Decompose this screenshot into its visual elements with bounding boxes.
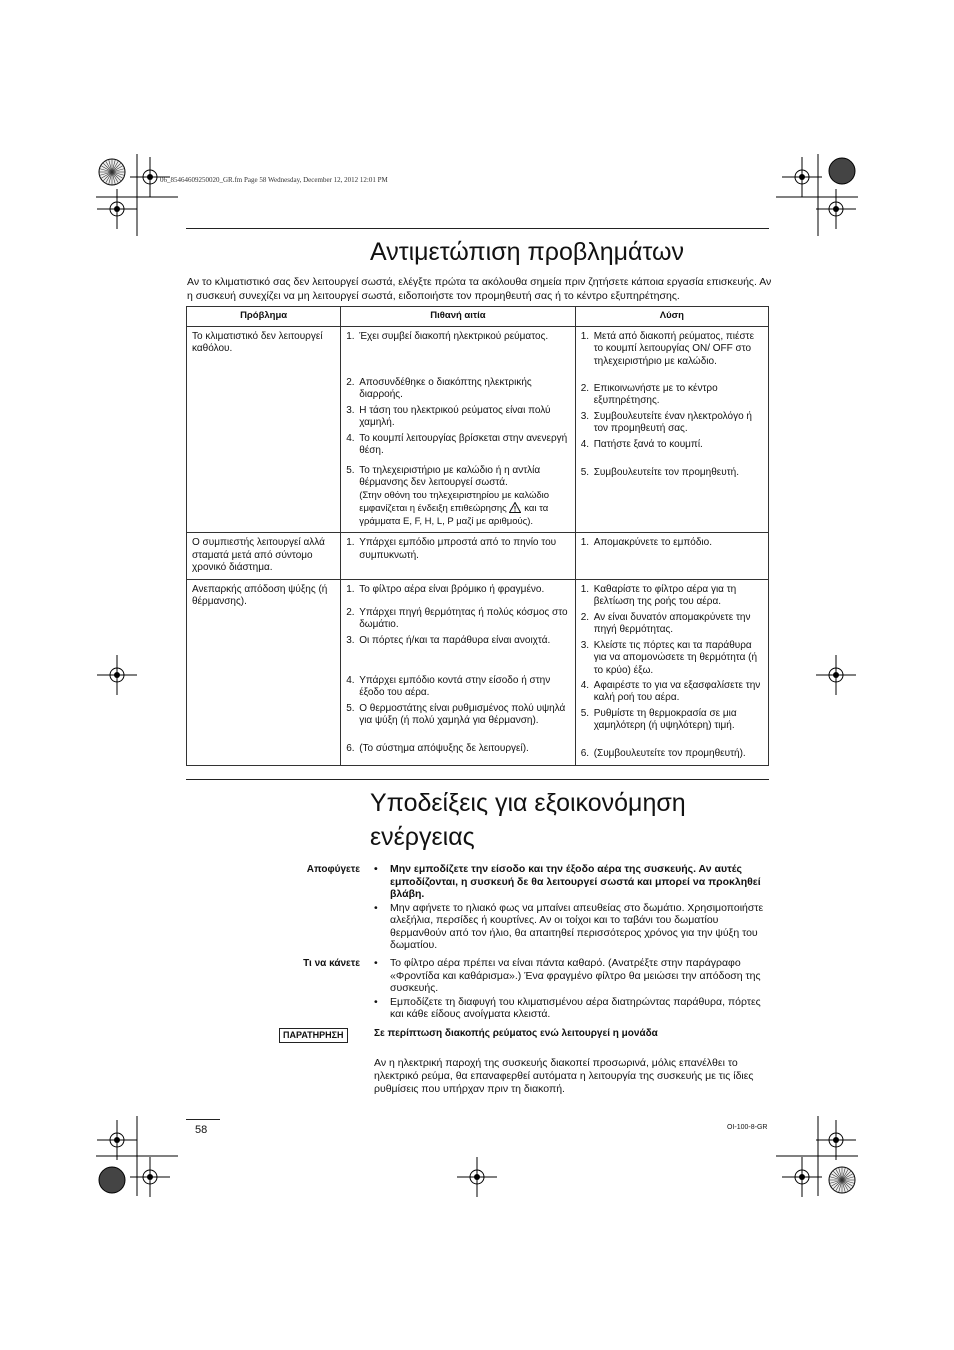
header-solution: Λύση: [575, 307, 768, 327]
note-body: Αν η ηλεκτρική παροχή της συσκευής διακοπεί προσωρινά, μόλις επανέλθει το ηλεκτρικό ρεύμα, θα επαναφερθεί αυτόματα η λειτουργία της συσκευής με τις ίδιες ρυθμίσεις που υπήρχαν πριν τη διακοπή.: [374, 1057, 754, 1095]
do-list: [374, 957, 769, 1021]
avoid-label: Αποφύγετε: [306, 864, 360, 875]
list-item: 1. Έχει συμβεί διακοπή ηλεκτρικού ρεύματος.: [346, 330, 549, 342]
table-row: [187, 533, 769, 580]
registration-mark: [147, 1174, 153, 1180]
registration-mark: [147, 174, 153, 180]
list-item: 2. Υπάρχει πηγή θερμότητας ή πολύς κόσμος στο δωμάτιο.: [346, 606, 568, 630]
list-item: 5. Ρυθμίστε τη θερμοκρασία σε μια χαμηλότερη (ή υψηλότερη) τιμή.: [580, 707, 737, 731]
list-item: 1. Υπάρχει εμπόδιο μπροστά από το πηνίο του συμπυκνωτή.: [346, 537, 557, 561]
do-label: Τι να κάνετε: [303, 958, 360, 969]
solution-cell: [575, 579, 768, 765]
registration-mark: [114, 1137, 120, 1143]
list-item: • Το φίλτρο αέρα πρέπει να είναι πάντα καθαρό. (Ανατρέξτε στην παράγραφο «Φροντίδα και καθάρισμα».) Ένα φραγμένο φίλτρο θα μειώσει την απόδοση της συσκευής.: [374, 957, 769, 995]
list-item: 3. Κλείστε τις πόρτες και τα παράθυρα για να απομονώσετε τη θερμότητα (ή το κρύο) έξω.: [580, 639, 758, 676]
registration-mark: [799, 1174, 805, 1180]
list-item: 4. Πατήστε ξανά το κουμπί.: [580, 438, 703, 450]
color-target-mark: [829, 158, 855, 184]
list-item: 2. Επικοινωνήστε με το κέντρο εξυπηρέτησης.: [580, 382, 718, 406]
list-item: 4. Το κουμπί λειτουργίας βρίσκεται στην ανενεργή θέση.: [346, 432, 568, 456]
cause-cell: [341, 326, 575, 533]
registration-mark: [114, 206, 120, 212]
note-badge: ΠΑΡΑΤΗΡΗΣΗ: [279, 1028, 348, 1043]
troubleshooting-title: Αντιμετώπιση προβλημάτων: [370, 238, 685, 266]
page-number: 58: [195, 1124, 208, 1136]
list-item: 1. Καθαρίστε το φίλτρο αέρα για τη βελτίωση της ροής του αέρα.: [580, 583, 737, 607]
problem-cell: Το κλιματιστικό δεν λειτουργεί καθόλου.: [187, 326, 341, 533]
list-item: • Μην αφήνετε το ηλιακό φως να μπαίνει απευθείας στο δωμάτιο. Χρησιμοποιήστε αλεξήλια, περσίδες ή κουρτίνες. Αν οι τοίχοι και το ταβάνι του δωματίου θερμανθούν από τον ήλιο, θα απαιτηθεί περισσότερος χρόνος για την ψύξη του δωματίου.: [374, 902, 769, 952]
list-item: 1. Απομακρύνετε το εμπόδιο.: [580, 537, 712, 548]
top-rule: [186, 228, 769, 229]
file-slug: 06_85464609250020_GR.fm Page 58 Wednesday, December 12, 2012 12:01 PM: [160, 176, 388, 184]
cause-cell: [341, 579, 575, 765]
section-rule: [186, 779, 769, 780]
note-title: Σε περίπτωση διακοπής ρεύματος ενώ λειτουργεί η μονάδα: [374, 1028, 658, 1039]
color-target-mark: [99, 1167, 125, 1193]
doc-code: OI-100-8-GR: [727, 1124, 768, 1131]
warning-icon: [509, 502, 521, 513]
problem-cell: Ο συμπιεστής λειτουργεί αλλά σταματά μετά από σύντομο χρονικό διάστημα.: [187, 533, 341, 580]
registration-mark: [474, 1174, 480, 1180]
solution-cell: [575, 326, 768, 533]
list-item: 4. Αφαιρέστε το για να εξασφαλίσετε την καλή ροή του αέρα.: [580, 679, 761, 703]
list-item: 1. Μετά από διακοπή ρεύματος, πιέστε το κουμπί λειτουργίας ON/ OFF στο τηλεχειριστήριο με καλώδιο.: [580, 330, 755, 367]
cause-cell: [341, 533, 575, 580]
troubleshooting-table: [186, 306, 769, 766]
registration-mark: [833, 672, 839, 678]
table-row: [187, 579, 769, 765]
troubleshooting-intro: Αν το κλιματιστικό σας δεν λειτουργεί σωστά, ελέγξτε πρώτα τα ακόλουθα σημεία πριν ζητήσετε κάποια εργασία επισκευής. Αν η συσκευή συνεχίζει να μη λειτουργεί σωστά, ειδοποιήστε τον προμηθευτή σας ή το κέντρο εξυπηρέτησης.: [187, 276, 772, 302]
list-item: 5. Ο θερμοστάτης είναι ρυθμισμένος πολύ υψηλά για ψύξη (ή πολύ χαμηλά για θέρμανση).: [346, 702, 566, 726]
list-item: 5. Συμβουλευτείτε τον προμηθευτή.: [580, 466, 740, 478]
list-item: 4. Υπάρχει εμπόδιο κοντά στην είσοδο ή στην έξοδο του αέρα.: [346, 674, 551, 698]
list-item: • Μην εμποδίζετε την είσοδο και την έξοδο αέρα της συσκευής. Αν αυτές εμποδίζονται, η συσκευή δε θα λειτουργεί σωστά και μπορεί να προκληθεί βλάβη.: [374, 863, 769, 901]
registration-mark: [799, 174, 805, 180]
list-item: 3. Συμβουλευτείτε έναν ηλεκτρολόγο ή τον προμηθευτή σας.: [580, 410, 752, 434]
avoid-list: [374, 863, 769, 952]
list-item: 2. Αποσυνδέθηκε ο διακόπτης ηλεκτρικής διαρροής.: [346, 376, 532, 400]
list-item: 6. (Το σύστημα απόψυξης δε λειτουργεί).: [346, 742, 529, 754]
registration-mark: [833, 206, 839, 212]
header-cause: Πιθανή αιτία: [341, 307, 575, 327]
header-problem: Πρόβλημα: [187, 307, 341, 327]
footer-rule: [186, 1119, 220, 1120]
table-row: [187, 326, 769, 533]
list-item: 5. Το τηλεχειριστήριο με καλώδιο ή η αντλία θέρμανσης δεν λειτουργεί σωστά. (Στην οθόνη του τηλεχειριστηρίου με καλώδιο εμφανίζεται η ένδειξη επιθεώρησης και τα γράμματα E, F, H, L, P μαζί με αριθμούς).: [346, 464, 550, 527]
list-item: 1. Το φίλτρο αέρα είναι βρόμικο ή φραγμένο.: [346, 583, 545, 595]
list-item: 6. (Συμβουλευτείτε τον προμηθευτή).: [580, 747, 746, 759]
problem-cell: Ανεπαρκής απόδοση ψύξης (ή θέρμανσης).: [187, 579, 341, 765]
list-item: 2. Αν είναι δυνατόν απομακρύνετε την πηγή θερμότητας.: [580, 611, 751, 635]
registration-mark: [833, 1137, 839, 1143]
list-item: 3. Οι πόρτες ή/και τα παράθυρα είναι ανοιχτά.: [346, 634, 551, 646]
registration-mark: [114, 672, 120, 678]
list-item: 3. Η τάση του ηλεκτρικού ρεύματος είναι πολύ χαμηλή.: [346, 404, 551, 428]
energy-title: Υποδείξεις για εξοικονόμηση ενέργειας: [370, 789, 686, 851]
solution-cell: [575, 533, 768, 580]
list-item: • Εμποδίζετε τη διαφυγή του κλιματισμένου αέρα διατηρώντας παράθυρα, πόρτες και κάθε είδους ανοίγματα κλειστά.: [374, 996, 769, 1021]
